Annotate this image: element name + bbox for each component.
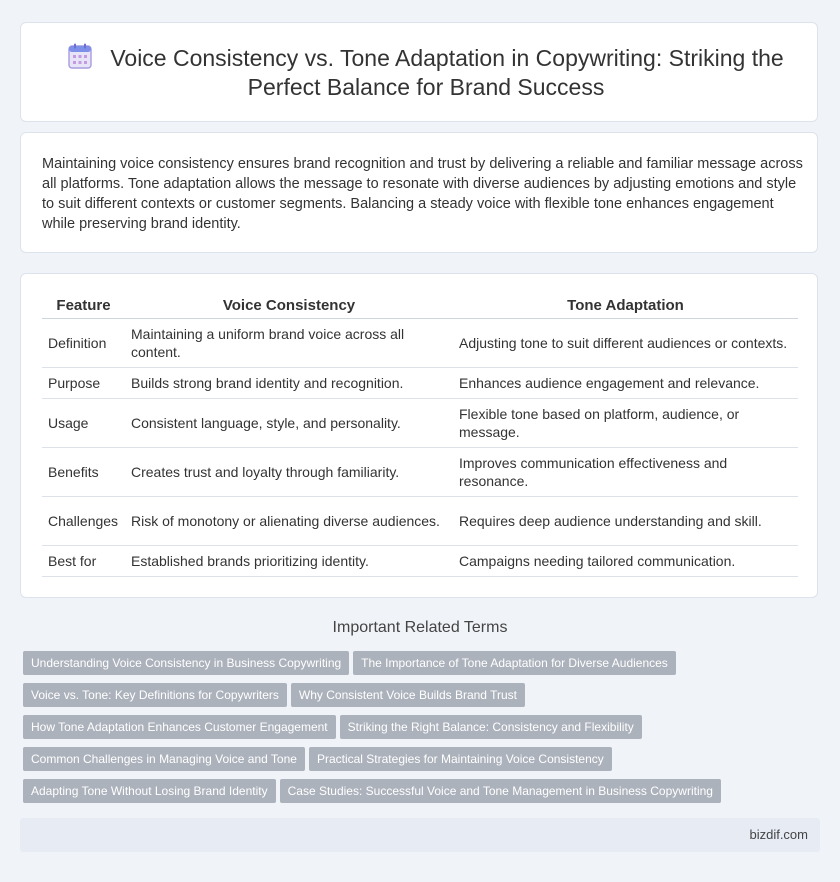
- related-term-tag[interactable]: How Tone Adaptation Enhances Customer Engagement: [23, 715, 336, 739]
- related-term-tag[interactable]: Voice vs. Tone: Key Definitions for Copywriters: [23, 683, 287, 707]
- intro-card: [20, 132, 818, 253]
- comparison-table: [42, 292, 798, 577]
- footer-brand[interactable]: bizdif.com: [749, 827, 808, 842]
- calendar-icon: [68, 43, 92, 69]
- row-tone: Improves communication effectiveness and resonance.: [453, 448, 798, 497]
- related-term-tag[interactable]: Why Consistent Voice Builds Brand Trust: [291, 683, 525, 707]
- footer: [20, 818, 820, 852]
- row-feature: Challenges: [42, 497, 125, 546]
- related-term-tag[interactable]: Practical Strategies for Maintaining Voice Consistency: [309, 747, 612, 771]
- row-tone: Adjusting tone to suit different audiences or contexts.: [453, 319, 798, 368]
- row-voice: Established brands prioritizing identity.: [125, 546, 453, 577]
- row-tone: Flexible tone based on platform, audience, or message.: [453, 399, 798, 448]
- row-feature: Benefits: [42, 448, 125, 497]
- header-tone-adaptation: Tone Adaptation: [453, 292, 798, 319]
- table-row: [42, 399, 798, 448]
- table-row: [42, 448, 798, 497]
- related-terms-list: [23, 651, 823, 811]
- related-term-tag[interactable]: Common Challenges in Managing Voice and Tone: [23, 747, 305, 771]
- row-tone: Enhances audience engagement and relevance.: [453, 368, 798, 399]
- table-row: [42, 546, 798, 577]
- related-term-tag[interactable]: Striking the Right Balance: Consistency and Flexibility: [340, 715, 642, 739]
- table-row: [42, 368, 798, 399]
- row-voice: Builds strong brand identity and recognition.: [125, 368, 453, 399]
- row-tone: Campaigns needing tailored communication.: [453, 546, 798, 577]
- row-voice: Maintaining a uniform brand voice across all content.: [125, 319, 453, 368]
- related-term-tag[interactable]: Case Studies: Successful Voice and Tone Management in Business Copywriting: [280, 779, 721, 803]
- row-feature: Purpose: [42, 368, 125, 399]
- table-row: [42, 497, 798, 546]
- row-feature: Definition: [42, 319, 125, 368]
- comparison-table-card: [20, 273, 818, 598]
- header-feature: Feature: [42, 292, 125, 319]
- table-row: [42, 319, 798, 368]
- related-terms-title: Important Related Terms: [332, 619, 508, 636]
- related-term-tag[interactable]: Adapting Tone Without Losing Brand Identity: [23, 779, 276, 803]
- page-title-wrap: [49, 43, 803, 102]
- related-term-tag[interactable]: The Importance of Tone Adaptation for Diverse Audiences: [353, 651, 676, 675]
- page-title: Voice Consistency vs. Tone Adaptation in Copywriting: Striking the Perfect Balance for Brand Success: [110, 45, 784, 100]
- header-voice-consistency: Voice Consistency: [125, 292, 453, 319]
- row-voice: Consistent language, style, and personality.: [125, 399, 453, 448]
- intro-text: Maintaining voice consistency ensures brand recognition and trust by delivering a reliable and familiar message across all platforms. Tone adaptation allows the message to resonate with diverse audiences by adjusting emotions and style to suit different contexts or customer segments. Balancing a steady voice with flexible tone enhances engagement while preserving brand identity.: [42, 156, 803, 232]
- row-voice: Creates trust and loyalty through familiarity.: [125, 448, 453, 497]
- row-feature: Best for: [42, 546, 125, 577]
- row-voice: Risk of monotony or alienating diverse audiences.: [125, 497, 453, 546]
- header-card: [20, 22, 818, 122]
- table-header-row: [42, 292, 798, 319]
- related-term-tag[interactable]: Understanding Voice Consistency in Business Copywriting: [23, 651, 349, 675]
- row-tone: Requires deep audience understanding and skill.: [453, 497, 798, 546]
- row-feature: Usage: [42, 399, 125, 448]
